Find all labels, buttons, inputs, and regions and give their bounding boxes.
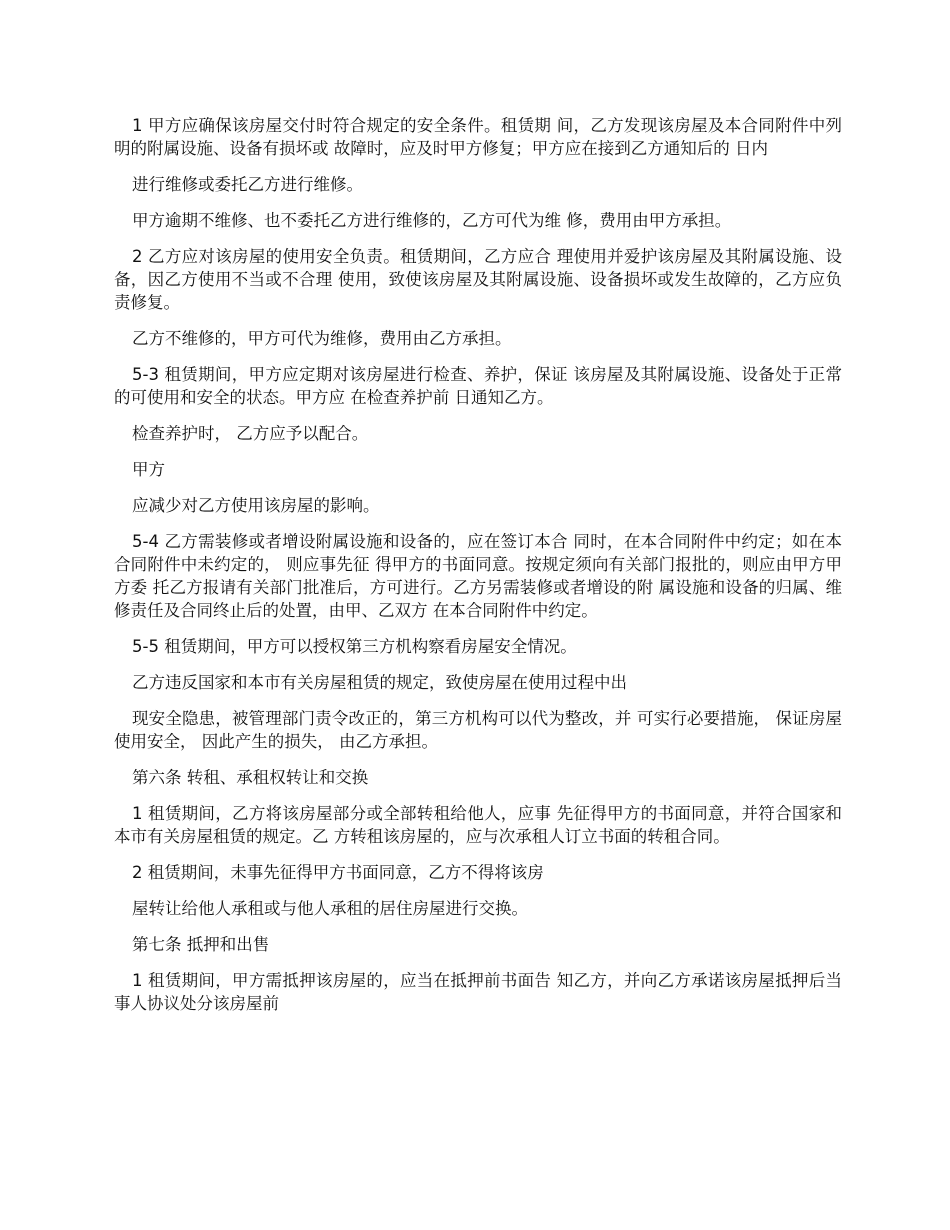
paragraph: 1 甲方应确保该房屋交付时符合规定的安全条件。租赁期 间，乙方发现该房屋及本合同附件中列明的附属设施、设备有损坏或 故障时，应及时甲方修复；甲方应在接到乙方通知后的 日内	[114, 116, 842, 158]
paragraph: 乙方不维修的，甲方可代为维修，费用由乙方承担。	[132, 329, 512, 348]
paragraph: 5-3 租赁期间，甲方应定期对该房屋进行检查、养护，保证 该房屋及其附属设施、设备处于正常的可使用和安全的状态。甲方应 在检查养护前 日通知乙方。	[114, 365, 842, 407]
section-heading: 第六条 转租、承租权转让和交换	[132, 768, 369, 787]
paragraph: 现安全隐患，被管理部门责令改正的，第三方机构可以代为整改，并 可实行必要措施， 保证房屋使用安全， 因此产生的损失， 由乙方承担。	[114, 709, 842, 751]
paragraph: 甲方	[132, 460, 165, 479]
paragraph: 2 乙方应对该房屋的使用安全负责。租赁期间，乙方应合 理使用并爱护该房屋及其附属设施、设备，因乙方使用不当或不合理 使用，致使该房屋及其附属设施、设备损坏或发生故障的，乙方应负 责修复。	[114, 247, 842, 312]
paragraph: 进行维修或委托乙方进行维修。	[132, 175, 363, 194]
section-heading: 第七条 抵押和出售	[132, 935, 270, 954]
paragraph: 甲方逾期不维修、也不委托乙方进行维修的，乙方可代为维 修，费用由甲方承担。	[132, 211, 732, 230]
paragraph: 应减少对乙方使用该房屋的影响。	[132, 496, 380, 515]
paragraph: 检查养护时， 乙方应予以配合。	[132, 424, 369, 443]
paragraph: 5-4 乙方需装修或者增设附属设施和设备的，应在签订本合 同时，在本合同附件中约定；如在本合同附件中未约定的， 则应事先征 得甲方的书面同意。按规定须向有关部门报批的，则应由甲方甲方委 托乙方报请有关部门批准后，方可进行。乙方另需装修或者增设的附 属设施和设备的归属、维修责任及合同终止后的处置，由甲、乙双方 在本合同附件中约定。	[114, 532, 842, 620]
paragraph: 5-5 租赁期间，甲方可以授权第三方机构察看房屋安全情况。	[132, 637, 577, 656]
paragraph: 1 租赁期间，甲方需抵押该房屋的，应当在抵押前书面告 知乙方，并向乙方承诺该房屋抵押后当事人协议处分该房屋前	[114, 971, 842, 1013]
paragraph: 屋转让给他人承租或与他人承租的居住房屋进行交换。	[132, 899, 528, 918]
paragraph: 2 租赁期间，未事先征得甲方书面同意，乙方不得将该房	[132, 863, 544, 882]
paragraph: 乙方违反国家和本市有关房屋租赁的规定，致使房屋在使用过程中出	[132, 673, 627, 692]
paragraph: 1 租赁期间，乙方将该房屋部分或全部转租给他人，应事 先征得甲方的书面同意，并符合国家和本市有关房屋租赁的规定。乙 方转租该房屋的，应与次承租人订立书面的转租合同。	[114, 804, 842, 846]
